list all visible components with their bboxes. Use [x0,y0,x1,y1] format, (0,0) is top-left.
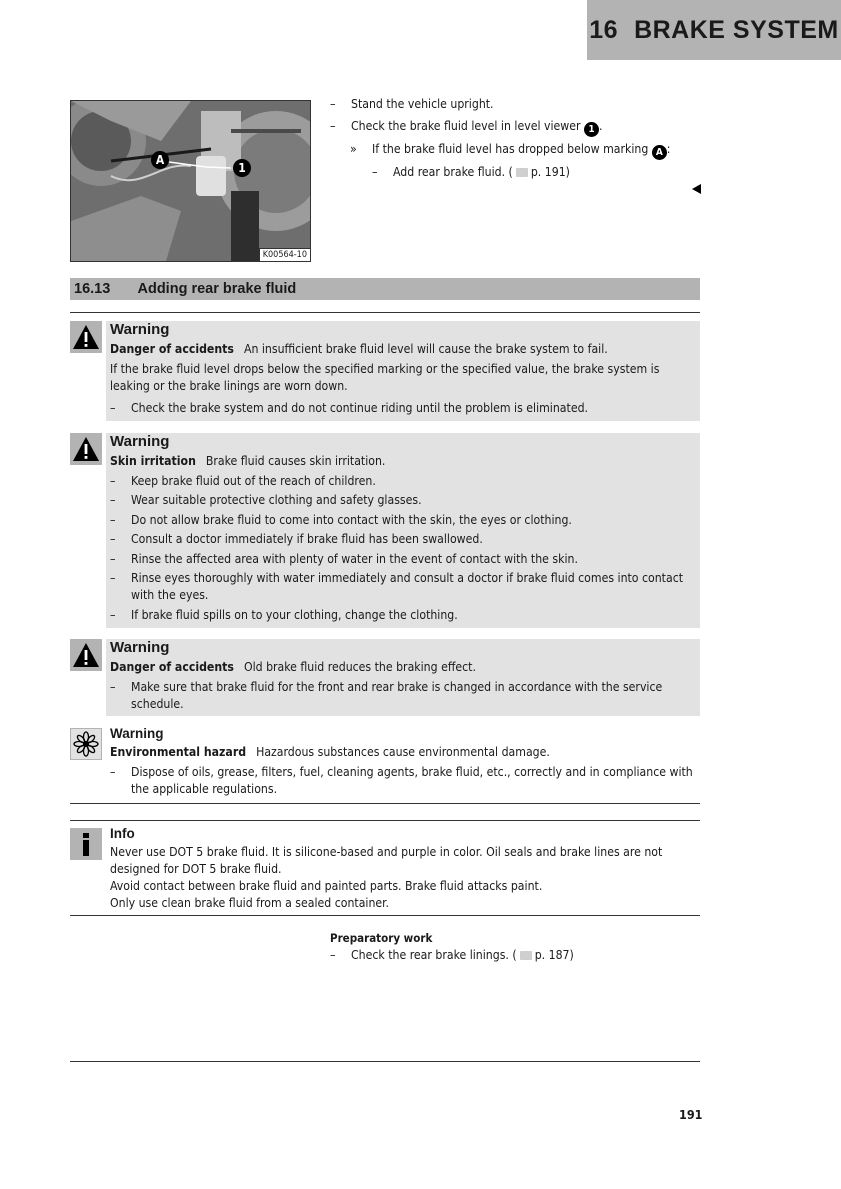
list-item: – Check the rear brake linings. ( p. 187) [330,948,574,962]
warning-accident-fluid-level [106,321,700,421]
environment-flower-icon [70,728,102,760]
step-text: Check the brake fluid level in level viewer [351,118,581,133]
check-steps [330,96,700,181]
divider [70,915,700,916]
list-item: – Dispose of oils, grease, filters, fuel, cleaning agents, brake fluid, etc., correctly and in compliance with the applicable regulations. [110,764,693,796]
hazard-label: Danger of accidents [110,660,234,674]
info-line: Avoid contact between brake fluid and painted parts. Brake fluid attacks paint. [110,879,543,893]
condition: » If the brake fluid level has dropped below marking A : [350,142,671,158]
warning-triangle-icon [70,321,102,353]
hazard-label: Environmental hazard [110,745,247,759]
dash: – [372,165,378,179]
list-item: – Keep brake fluid out of the reach of children. [110,473,376,488]
hazard-label: Skin irritation [110,454,196,468]
action-text: Add rear brake fluid. ( [393,165,513,179]
info-title: Info [110,826,135,841]
warning-skin-irritation [106,433,700,628]
list-item: – Rinse eyes thoroughly with water immediately and consult a doctor if brake fluid comes into contact with the eyes. [110,571,684,602]
section-number: 16.13 [74,281,111,297]
condition-action [372,164,700,181]
list-item: – If brake fluid spills on to your clothing, change the clothing. [110,607,458,622]
info-box [106,826,700,912]
divider [70,312,700,313]
hazard-text: Old brake fluid reduces the braking effect. [243,660,476,674]
step-item [330,96,700,113]
preparatory-work [330,930,700,969]
list-item: – Wear suitable protective clothing and safety glasses. [110,493,422,507]
page-ref-link[interactable]: p. 191) [530,165,570,179]
footer-divider [70,1061,700,1062]
info-line: Never use DOT 5 brake fluid. It is silicone-based and purple in color. Oil seals and brake lines are not designed for DOT 5 brake fluid. [110,845,663,876]
condition-text: If the brake fluid level has dropped below marking [372,142,649,156]
book-icon [516,168,528,177]
page-ref-link[interactable]: p. 187) [534,948,574,962]
dash: – [330,97,336,111]
engine-photo-graphic [71,101,310,261]
section-header [70,278,700,300]
step-item: – Check the brake fluid level in level viewer 1 . [330,118,603,135]
hazard-text: Brake fluid causes skin irritation. [205,454,386,468]
warning-paragraph: If the brake fluid level drops below the specified marking or the specified value, the brake system is leaking or the brake linings are worn down. [110,361,660,393]
figure-code: K00564-10 [259,248,310,261]
list-item: – Check the brake system and do not continue riding until the problem is eliminated. [110,400,589,415]
callout-a-inline: A [652,145,667,160]
warning-title: Warning [110,726,164,741]
list-item: – Do not allow brake fluid to come into contact with the skin, the eyes or clothing. [110,512,572,527]
warning-title: Warning [110,321,170,338]
callout-1-inline: 1 [584,122,599,137]
warning-old-brake-fluid [106,639,700,716]
hazard-label: Danger of accidents [110,342,234,356]
book-icon [520,951,532,960]
warning-title: Warning [110,639,170,656]
warning-environmental-hazard [106,726,700,800]
chevron-icon: » [350,142,357,156]
brake-fluid-viewer-photo [70,100,311,262]
list-item: – Make sure that brake fluid for the front and rear brake is changed in accordance with the service schedule. [110,679,663,711]
info-line: Only use clean brake fluid from a sealed container. [110,896,390,910]
chapter-header [587,0,841,60]
preparatory-heading: Preparatory work [330,931,433,945]
chapter-title: BRAKE SYSTEM [634,15,839,44]
chapter-number: 16 [589,15,619,44]
warning-triangle-icon [70,433,102,465]
dash: – [330,118,336,133]
info-icon [70,828,102,860]
list-item: – Consult a doctor immediately if brake fluid has been swallowed. [110,532,483,546]
warning-triangle-icon [70,639,102,671]
divider [70,820,700,821]
callout-1: 1 [233,159,251,177]
page-number: 191 [679,1107,703,1122]
step-text: Stand the vehicle upright. [351,97,494,111]
hazard-text: Hazardous substances cause environmental damage. [256,745,550,759]
hazard-text: An insufficient brake fluid level will cause the brake system to fail. [243,342,608,356]
callout-a: A [151,151,169,169]
end-marker-icon [692,184,701,194]
list-item: – Rinse the affected area with plenty of water in the event of contact with the skin. [110,551,578,566]
warning-title: Warning [110,433,170,450]
section-title: Adding rear brake fluid [137,281,297,297]
divider [70,803,700,804]
